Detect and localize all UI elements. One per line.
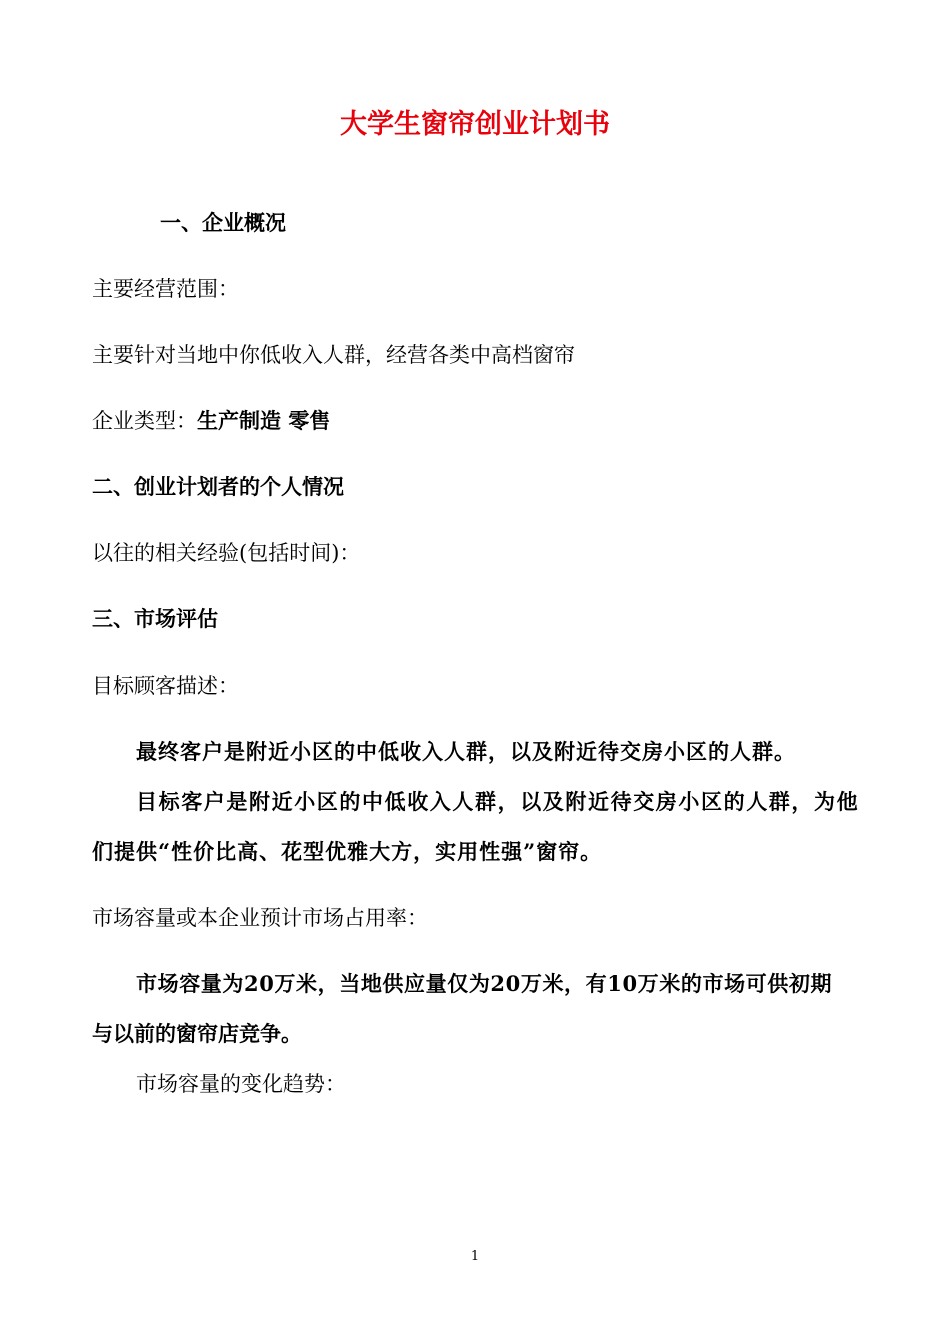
section-2-heading: 二、创业计划者的个人情况 <box>92 475 344 499</box>
target-customers-text-line1: 目标客户是附近小区的中低收入人群，以及附近待交房小区的人群，为他 <box>136 789 860 814</box>
experience-label: 以往的相关经验(包括时间)： <box>92 541 361 565</box>
enterprise-type-value: 生产制造 零售 <box>197 409 331 433</box>
page-number: 1 <box>470 1249 480 1264</box>
business-scope-label: 主要经营范围： <box>92 277 239 301</box>
market-trend-label: 市场容量的变化趋势： <box>136 1072 346 1096</box>
market-capacity-label: 市场容量或本企业预计市场占用率： <box>92 906 428 930</box>
document-title: 大学生窗帘创业计划书 <box>340 109 610 140</box>
market-capacity-text-line2: 与以前的窗帘店竞争。 <box>92 1021 302 1046</box>
section-1-heading: 一、企业概况 <box>160 211 286 235</box>
enterprise-type-label: 企业类型： <box>92 409 197 433</box>
target-customers-text-line2: 们提供“性价比高、花型优雅大方，实用性强”窗帘。 <box>92 839 603 864</box>
market-capacity-text-line1: 市场容量为20万米，当地供应量仅为20万米，有10万米的市场可供初期 <box>136 971 833 996</box>
enterprise-type-line <box>92 408 330 434</box>
section-3-heading: 三、市场评估 <box>92 607 218 631</box>
target-customer-label: 目标顾客描述： <box>92 674 239 698</box>
business-scope-text: 主要针对当地中你低收入人群，经营各类中高档窗帘 <box>92 343 575 367</box>
final-customers-text: 最终客户是附近小区的中低收入人群，以及附近待交房小区的人群。 <box>136 739 796 764</box>
